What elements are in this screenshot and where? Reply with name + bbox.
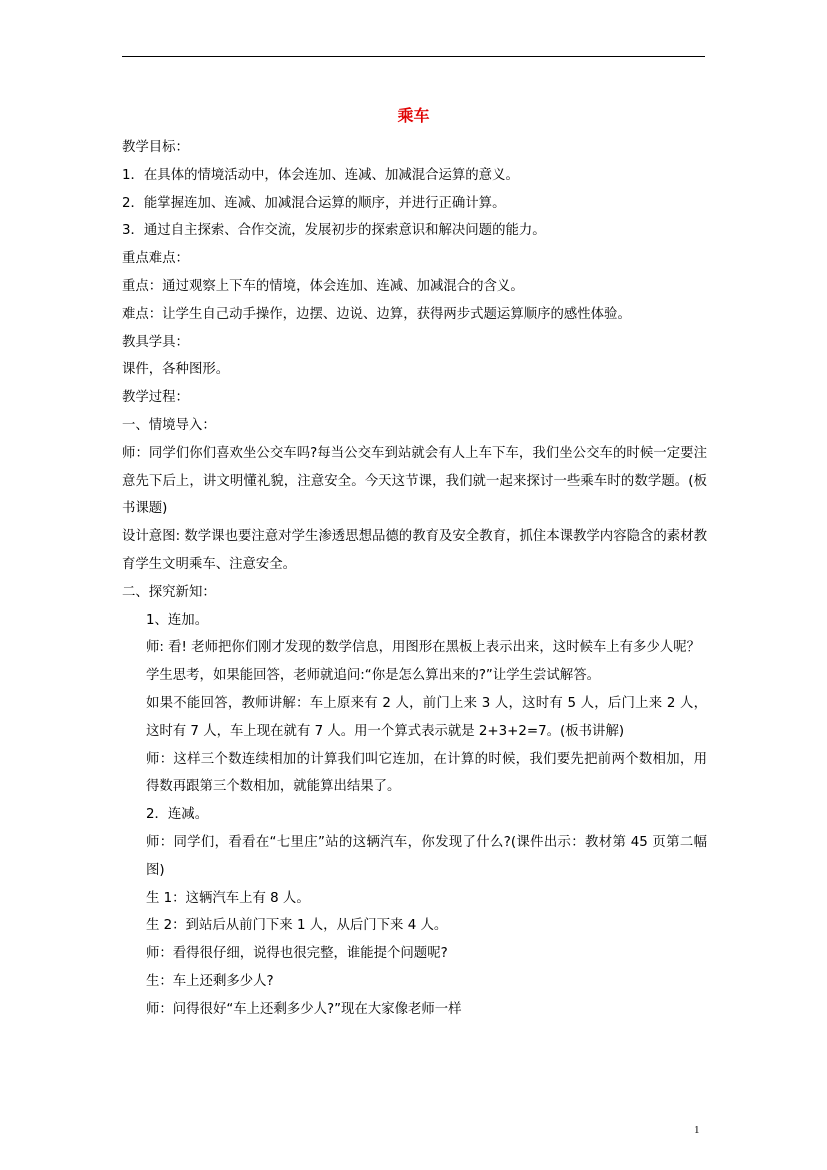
paragraph: 师：看得很仔细，说得也很完整，谁能提个问题呢? xyxy=(146,946,448,962)
paragraph: 二、探究新知： xyxy=(122,584,216,600)
paragraph: 学生思考，如果能回答，老师就追问:“你是怎么算出来的?”让学生尝试解答。 xyxy=(146,668,600,684)
paragraph: 生：车上还剩多少人? xyxy=(146,973,274,989)
paragraph: 难点：让学生自己动手操作，边摆、边说、边算，获得两步式题运算顺序的感性体验。 xyxy=(122,306,631,322)
paragraph: 1、连加。 xyxy=(146,612,209,628)
paragraph: 如果不能回答，教师讲解：车上原来有 2 人，前门上来 3 人，这时有 5 人，后门上来 2 人，这时有 7 人，车上现在就有 7 人。用一个算式表示就是 2+3+2=7。(板书讲解) xyxy=(146,695,707,739)
paragraph: 师：同学们，看看在“七里庄”站的这辆汽车，你发现了什么?(课件出示：教材第 45 页第二幅图) xyxy=(146,834,707,878)
paragraph: 师：问得很好“车上还剩多少人?”现在大家像老师一样 xyxy=(146,1001,462,1017)
paragraph: 重点：通过观察上下车的情境，体会连加、连减、加减混合的含义。 xyxy=(122,278,524,294)
document-title: 乘车 xyxy=(397,106,430,125)
paragraph: 教学过程： xyxy=(122,390,189,406)
paragraph: 教学目标： xyxy=(122,140,189,155)
paragraph: 师：这样三个数连续相加的计算我们叫它连加，在计算的时候，我们要先把前两个数相加，用得数再跟第三个数相加，就能算出结果了。 xyxy=(146,751,707,795)
paragraph: 一、情境导入： xyxy=(122,417,216,433)
paragraph: 教具学具： xyxy=(122,334,189,350)
paragraph: 1．在具体的情境活动中，体会连加、连减、加减混合运算的意义。 xyxy=(122,167,519,183)
page-number: 1 xyxy=(694,1124,700,1136)
paragraph: 师：同学们你们喜欢坐公交车吗?每当公交车到站就会有人上车下车，我们坐公交车的时候一定要注意先下后上，讲文明懂礼貌，注意安全。今天这节课，我们就一起来探讨一些乘车时的数学题。(板书课题) xyxy=(122,445,707,517)
paragraph: 课件，各种图形。 xyxy=(122,362,230,378)
paragraph: 3．通过自主探索、合作交流，发展初步的探索意识和解决问题的能力。 xyxy=(122,223,546,239)
paragraph: 师: 看! 老师把你们刚才发现的数学信息，用图形在黑板上表示出来，这时候车上有多少人呢？ xyxy=(146,640,701,656)
paragraph: 设计意图: 数学课也要注意对学生渗透思想品德的教育及安全教育，抓住本课教学内容隐含的素材教育学生文明乘车、注意安全。 xyxy=(122,529,707,572)
header-rule xyxy=(122,56,705,57)
document-body xyxy=(122,134,707,1024)
paragraph: 生 2：到站后从前门下来 1 人，从后门下来 4 人。 xyxy=(146,918,448,934)
paragraph: 生 1：这辆汽车上有 8 人。 xyxy=(146,890,310,906)
paragraph: 2．能掌握连加、连减、加减混合运算的顺序，并进行正确计算。 xyxy=(122,195,506,211)
paragraph: 重点难点： xyxy=(122,251,189,267)
paragraph: 2．连减。 xyxy=(146,807,209,823)
